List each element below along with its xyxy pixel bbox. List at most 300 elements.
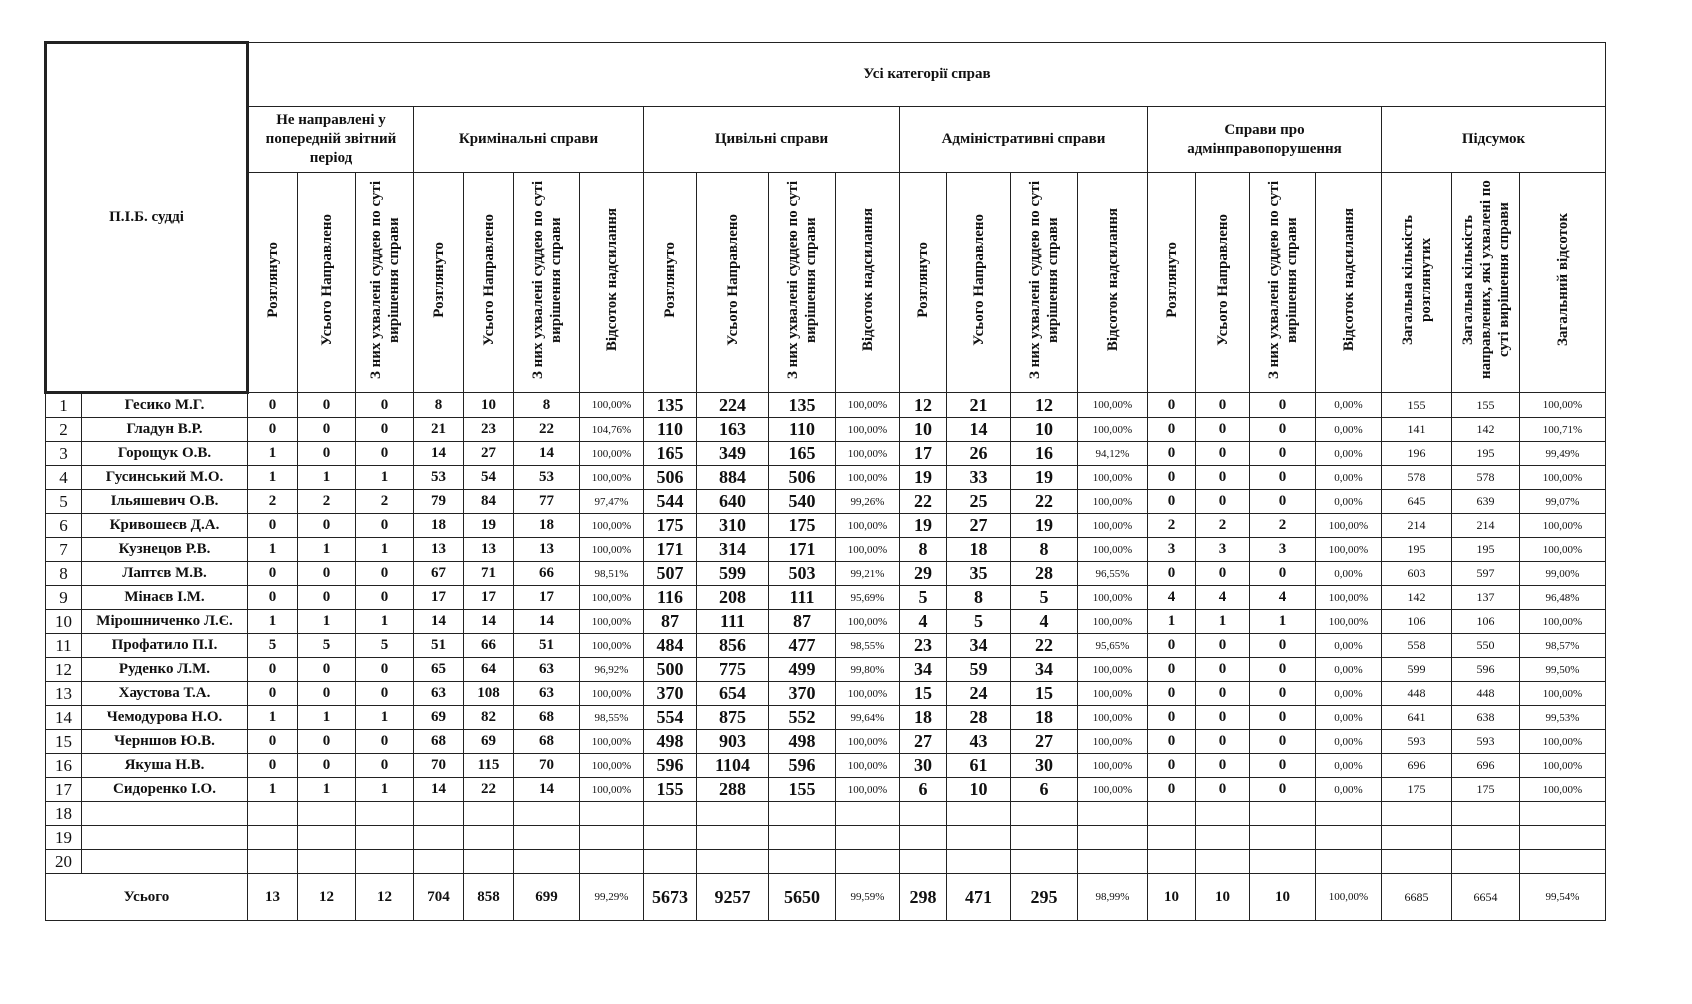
table-cell: 15 [1011,682,1078,706]
table-cell: 71 [464,562,514,586]
table-cell: 0 [1250,754,1316,778]
table-row [46,850,1606,874]
table-cell: 1 [298,778,356,802]
table-cell: 66 [514,562,580,586]
table-cell [644,802,697,826]
table-cell: 98,55% [580,706,644,730]
table-cell: 1 [298,706,356,730]
table-cell: 641 [1382,706,1452,730]
table-cell: 4 [1011,610,1078,634]
table-cell: 1 [248,778,298,802]
table-cell: 1 [298,466,356,490]
table-cell: 506 [769,466,836,490]
table-cell: 195 [1452,442,1520,466]
table-row [46,442,1606,466]
table-cell: 0 [298,586,356,610]
table-cell: 100,00% [1520,730,1606,754]
table-cell [1316,802,1382,826]
table-cell: 2 [1250,514,1316,538]
table-cell: 100,00% [836,538,900,562]
table-cell: 0 [298,514,356,538]
table-cell: 100,00% [1520,682,1606,706]
table-cell [514,850,580,874]
table-cell: 67 [414,562,464,586]
total-cell: 13 [248,874,298,921]
table-cell: 599 [1382,658,1452,682]
table-cell: 115 [464,754,514,778]
table-cell: 0 [1250,634,1316,658]
row-number: 19 [46,826,82,850]
table-cell: 0 [1148,393,1196,418]
table-cell: 21 [947,393,1011,418]
table-cell: 100,00% [1078,754,1148,778]
col-header-decided [514,173,580,393]
table-cell: 22 [464,778,514,802]
table-cell [697,826,769,850]
table-cell: 135 [769,393,836,418]
table-cell: 29 [900,562,947,586]
table-cell: 0,00% [1316,682,1382,706]
table-cell: 1 [356,778,414,802]
table-cell: 0 [1196,682,1250,706]
row-number: 4 [46,466,82,490]
table-cell: 5 [900,586,947,610]
table-cell: 4 [1250,586,1316,610]
table-cell: 19 [464,514,514,538]
table-cell [514,802,580,826]
table-cell: 171 [769,538,836,562]
table-cell: 100,00% [1520,393,1606,418]
total-cell: 6685 [1382,874,1452,921]
subheader-row [46,173,1606,393]
table-cell: 87 [644,610,697,634]
table-cell: 51 [514,634,580,658]
table-cell: 98,55% [836,634,900,658]
table-cell: 63 [414,682,464,706]
total-cell: 858 [464,874,514,921]
table-cell: 1 [1250,610,1316,634]
table-cell: 0 [356,658,414,682]
total-cell: 704 [414,874,464,921]
table-cell [580,826,644,850]
table-cell: 98,57% [1520,634,1606,658]
table-cell: 0 [298,658,356,682]
table-cell: 100,00% [1520,754,1606,778]
table-cell [900,802,947,826]
table-cell: 116 [644,586,697,610]
all-categories-header: Усі категорії справ [248,43,1606,107]
col-header-label: З них ухвалені суддею по суті вирішення справи [1027,180,1061,380]
total-cell: 12 [298,874,356,921]
table-cell: 19 [900,514,947,538]
table-cell: 0 [248,730,298,754]
table-cell: 603 [1382,562,1452,586]
table-cell: 1 [248,442,298,466]
total-cell: 5650 [769,874,836,921]
table-cell: 6 [900,778,947,802]
judge-name: Лаптєв М.В. [82,562,248,586]
table-cell: 0 [248,586,298,610]
table-cell: 14 [414,778,464,802]
table-cell: 14 [514,610,580,634]
table-cell: 100,00% [580,754,644,778]
col-header-label: Загальна кількість розглянутих [1399,214,1434,346]
table-cell: 25 [947,490,1011,514]
table-cell: 27 [900,730,947,754]
table-cell: 100,00% [1078,730,1148,754]
group-summary: Підсумок [1382,107,1606,173]
table-cell [1250,826,1316,850]
table-cell: 96,92% [580,658,644,682]
table-cell: 100,00% [1316,514,1382,538]
table-cell: 100,00% [836,682,900,706]
total-cell: 699 [514,874,580,921]
table-cell: 10 [464,393,514,418]
table-cell: 884 [697,466,769,490]
table-cell: 100,00% [1520,514,1606,538]
table-cell: 195 [1382,538,1452,562]
table-cell: 137 [1452,586,1520,610]
table-cell: 0 [298,562,356,586]
judge-name: Якуша Н.В. [82,754,248,778]
group-civil: Цивільні справи [644,107,900,173]
table-cell: 0 [1148,442,1196,466]
table-cell: 34 [1011,658,1078,682]
table-cell: 19 [1011,466,1078,490]
table-cell: 175 [1382,778,1452,802]
table-cell: 1 [356,538,414,562]
table-cell [1148,802,1196,826]
table-cell: 0 [356,754,414,778]
table-cell: 22 [514,418,580,442]
row-number: 2 [46,418,82,442]
table-cell [1196,850,1250,874]
judge-name: Руденко Л.М. [82,658,248,682]
table-cell: 552 [769,706,836,730]
table-cell: 0 [356,730,414,754]
table-cell: 22 [1011,490,1078,514]
table-cell: 208 [697,586,769,610]
table-cell: 314 [697,538,769,562]
table-cell: 0 [1250,730,1316,754]
table-cell: 100,00% [836,418,900,442]
table-cell [464,802,514,826]
table-cell: 100,00% [580,682,644,706]
table-cell: 13 [514,538,580,562]
table-cell: 0 [1250,778,1316,802]
table-row [46,658,1606,682]
table-cell: 1 [248,610,298,634]
col-header-decided [1011,173,1078,393]
table-cell [1011,802,1078,826]
table-cell: 10 [900,418,947,442]
table-cell [356,826,414,850]
table-cell [414,850,464,874]
table-cell [248,802,298,826]
col-header-label: Розглянуто [915,242,931,318]
table-cell: 1 [248,706,298,730]
table-cell: 99,21% [836,562,900,586]
table-cell: 175 [769,514,836,538]
col-header-percent [1316,173,1382,393]
table-cell: 696 [1382,754,1452,778]
table-cell: 0 [356,442,414,466]
table-cell: 599 [697,562,769,586]
table-cell [947,826,1011,850]
table-cell: 0 [248,514,298,538]
table-cell: 100,00% [836,730,900,754]
row-number: 5 [46,490,82,514]
col-header-decided [1250,173,1316,393]
table-cell: 100,00% [836,393,900,418]
table-cell: 0 [1148,490,1196,514]
table-cell: 0,00% [1316,393,1382,418]
row-number: 3 [46,442,82,466]
table-cell: 0 [1196,442,1250,466]
table-cell [1148,826,1196,850]
table-cell: 2 [298,490,356,514]
col-header-label: З них ухвалені суддею по суті вирішення справи [367,180,402,380]
table-cell: 100,00% [580,730,644,754]
table-cell: 0 [1196,634,1250,658]
table-cell: 155 [1452,393,1520,418]
table-cell: 1 [298,610,356,634]
judge-name: Чемодурова Н.О. [82,706,248,730]
table-cell: 0 [298,442,356,466]
row-number: 12 [46,658,82,682]
table-cell: 654 [697,682,769,706]
col-header-label: Усього Направлено [724,214,741,346]
table-cell [1011,826,1078,850]
total-cell: 6654 [1452,874,1520,921]
table-cell [900,826,947,850]
table-cell: 100,00% [1078,682,1148,706]
row-number: 13 [46,682,82,706]
table-cell: 100,00% [1078,586,1148,610]
total-cell: 298 [900,874,947,921]
table-cell: 1 [248,466,298,490]
table-cell [580,850,644,874]
table-row [46,393,1606,418]
table-cell: 696 [1452,754,1520,778]
table-cell: 99,80% [836,658,900,682]
total-cell: 9257 [697,874,769,921]
table-cell: 0 [1148,562,1196,586]
judge-name: Горощук О.В. [82,442,248,466]
table-cell: 1 [356,706,414,730]
statistics-sheet [44,41,1606,921]
table-cell: 18 [1011,706,1078,730]
col-header-total-sent [1452,173,1520,393]
table-cell: 596 [1452,658,1520,682]
total-cell: 5673 [644,874,697,921]
table-cell: 99,64% [836,706,900,730]
col-header-considered [248,173,298,393]
table-cell: 30 [900,754,947,778]
table-cell: 195 [1452,538,1520,562]
table-cell: 578 [1452,466,1520,490]
table-cell: 596 [644,754,697,778]
table-cell: 0 [1196,730,1250,754]
table-cell: 288 [697,778,769,802]
row-number: 10 [46,610,82,634]
col-header-sent [697,173,769,393]
table-cell [1382,850,1452,874]
table-cell: 0 [248,562,298,586]
table-cell [1078,826,1148,850]
table-cell: 0 [1196,418,1250,442]
col-header-label: Відсоток надсилання [859,208,876,352]
table-cell: 18 [900,706,947,730]
total-cell: 10 [1148,874,1196,921]
judge-name: Кузнецов Р.В. [82,538,248,562]
row-number: 14 [46,706,82,730]
table-cell [1452,850,1520,874]
table-cell: 1 [298,538,356,562]
table-cell [644,850,697,874]
judge-name: Гесико М.Г. [82,393,248,418]
table-cell: 0 [1196,658,1250,682]
table-cell: 507 [644,562,697,586]
table-cell: 540 [769,490,836,514]
table-cell: 17 [514,586,580,610]
table-cell: 544 [644,490,697,514]
row-number: 20 [46,850,82,874]
table-cell: 14 [947,418,1011,442]
table-cell: 0,00% [1316,754,1382,778]
table-cell [836,850,900,874]
table-cell: 104,76% [580,418,644,442]
col-header-sent [298,173,356,393]
judge-name-header: П.І.Б. судді [46,43,248,393]
row-number: 15 [46,730,82,754]
table-cell: 17 [414,586,464,610]
table-cell [1196,826,1250,850]
table-cell: 370 [644,682,697,706]
table-cell: 0 [1250,706,1316,730]
table-cell: 77 [514,490,580,514]
table-cell: 0 [356,418,414,442]
table-cell: 310 [697,514,769,538]
table-cell [644,826,697,850]
table-cell: 99,07% [1520,490,1606,514]
judge-name: Мінаєв І.М. [82,586,248,610]
table-cell: 100,00% [580,466,644,490]
table-cell [947,802,1011,826]
table-cell: 0 [1250,466,1316,490]
table-cell: 8 [514,393,580,418]
table-cell: 214 [1452,514,1520,538]
table-cell: 0 [248,393,298,418]
table-cell: 0 [1196,706,1250,730]
table-cell: 578 [1382,466,1452,490]
table-cell: 0,00% [1316,418,1382,442]
table-cell [1452,826,1520,850]
table-row [46,682,1606,706]
table-cell: 18 [514,514,580,538]
table-cell [1196,802,1250,826]
table-cell: 0 [1196,562,1250,586]
table-cell [1520,826,1606,850]
col-header-label: Відсоток надсилання [1104,208,1121,352]
table-cell: 0,00% [1316,466,1382,490]
table-cell: 110 [769,418,836,442]
table-cell [414,802,464,826]
col-header-decided [769,173,836,393]
table-cell: 0 [1250,393,1316,418]
table-cell: 0 [1250,658,1316,682]
col-header-label: Відсоток надсилання [1340,208,1357,352]
table-cell: 111 [697,610,769,634]
table-cell: 775 [697,658,769,682]
table-cell: 155 [1382,393,1452,418]
table-cell: 35 [947,562,1011,586]
table-cell: 0 [1148,466,1196,490]
table-cell: 0,00% [1316,634,1382,658]
total-row [46,874,1606,921]
total-cell: 99,29% [580,874,644,921]
table-cell: 0 [1148,634,1196,658]
table-cell: 593 [1382,730,1452,754]
table-cell: 0,00% [1316,658,1382,682]
table-cell [1452,802,1520,826]
table-cell: 18 [414,514,464,538]
table-cell: 10 [947,778,1011,802]
group-criminal: Кримінальні справи [414,107,644,173]
table-row [46,418,1606,442]
table-cell: 22 [900,490,947,514]
judge-name: Сидоренко І.О. [82,778,248,802]
table-body [46,393,1606,921]
row-number: 6 [46,514,82,538]
table-cell: 53 [514,466,580,490]
table-cell: 61 [947,754,1011,778]
total-cell: 295 [1011,874,1078,921]
col-header-label: Відсоток надсилання [603,208,620,352]
table-cell: 14 [414,442,464,466]
table-cell: 21 [414,418,464,442]
table-cell: 0 [1148,754,1196,778]
table-cell: 163 [697,418,769,442]
table-cell: 0 [248,682,298,706]
total-cell: 100,00% [1316,874,1382,921]
table-cell: 448 [1452,682,1520,706]
table-cell [356,850,414,874]
table-cell: 100,00% [1078,538,1148,562]
table-cell: 550 [1452,634,1520,658]
table-cell: 100,00% [1316,586,1382,610]
table-cell: 17 [464,586,514,610]
judge-name: Ільяшевич О.В. [82,490,248,514]
col-header-label: Усього Направлено [1214,214,1231,346]
table-cell: 106 [1382,610,1452,634]
table-cell: 100,00% [836,754,900,778]
table-cell: 100,00% [1078,514,1148,538]
total-cell: 10 [1196,874,1250,921]
table-row [46,538,1606,562]
total-label: Усього [46,874,248,921]
table-cell: 70 [514,754,580,778]
table-row [46,754,1606,778]
table-cell: 28 [1011,562,1078,586]
table-row [46,730,1606,754]
table-row [46,778,1606,802]
table-cell: 100,00% [836,610,900,634]
table-cell: 95,69% [836,586,900,610]
table-cell: 639 [1452,490,1520,514]
table-cell: 97,47% [580,490,644,514]
table-row [46,706,1606,730]
